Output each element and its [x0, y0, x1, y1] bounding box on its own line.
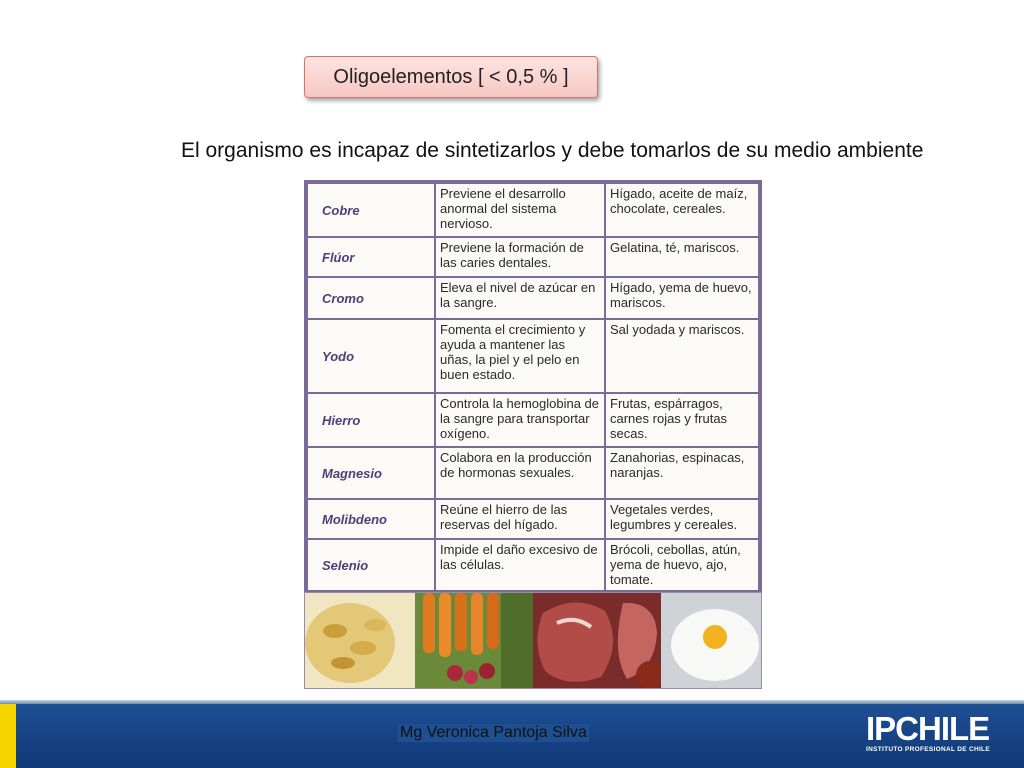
table-row: [307, 539, 759, 591]
element-name: Hierro: [307, 393, 435, 447]
element-sources: Hígado, yema de huevo, mariscos.: [605, 277, 759, 319]
element-function: Previene la formación de las caries dentales.: [435, 237, 605, 277]
table-row: [307, 499, 759, 539]
element-sources: Hígado, aceite de maíz, chocolate, cereales.: [605, 183, 759, 237]
element-name: Cromo: [307, 277, 435, 319]
intro-text-content: El organismo es incapaz de sintetizarlos y debe tomarlos de su medio ambiente: [181, 139, 924, 162]
table-row: [307, 183, 759, 237]
author-name: Mg Veronica Pantoja Silva: [400, 724, 587, 741]
intro-text: [176, 135, 996, 166]
table-row: [307, 277, 759, 319]
element-sources: Brócoli, cebollas, atún, yema de huevo, ajo, tomate.: [605, 539, 759, 591]
table-row: [307, 237, 759, 277]
element-sources: Zanahorias, espinacas, naranjas.: [605, 447, 759, 499]
element-function: Colabora en la producción de hormonas sexuales.: [435, 447, 605, 499]
element-function: Previene el desarrollo anormal del sistema nervioso.: [435, 183, 605, 237]
element-name: Yodo: [307, 319, 435, 393]
element-function: Controla la hemoglobina de la sangre para transportar oxígeno.: [435, 393, 605, 447]
logo-main-text: IPCHILE: [866, 710, 990, 747]
trace-elements-table: [304, 180, 762, 592]
food-photo-strip: [304, 592, 762, 689]
logo-sub-text: INSTITUTO PROFESIONAL DE CHILE: [866, 746, 990, 753]
slide-title: Oligoelementos [ < 0,5 % ]: [304, 56, 598, 98]
element-sources: Frutas, espárragos, carnes rojas y frutas secas.: [605, 393, 759, 447]
element-function: Eleva el nivel de azúcar en la sangre.: [435, 277, 605, 319]
element-name: Magnesio: [307, 447, 435, 499]
element-sources: Sal yodada y mariscos.: [605, 319, 759, 393]
table-row: [307, 319, 759, 393]
element-name: Selenio: [307, 539, 435, 591]
element-name: Molibdeno: [307, 499, 435, 539]
element-sources: Gelatina, té, mariscos.: [605, 237, 759, 277]
element-function: Fomenta el crecimiento y ayuda a mantener las uñas, la piel y el pelo en buen estado.: [435, 319, 605, 393]
element-name: Flúor: [307, 237, 435, 277]
ipchile-logo: [866, 712, 998, 758]
table-row: [307, 393, 759, 447]
table-row: [307, 447, 759, 499]
element-function: Impide el daño excesivo de las células.: [435, 539, 605, 591]
element-function: Reúne el hierro de las reservas del hígado.: [435, 499, 605, 539]
element-sources: Vegetales verdes, legumbres y cereales.: [605, 499, 759, 539]
element-name: Cobre: [307, 183, 435, 237]
footer-accent: [0, 704, 16, 768]
